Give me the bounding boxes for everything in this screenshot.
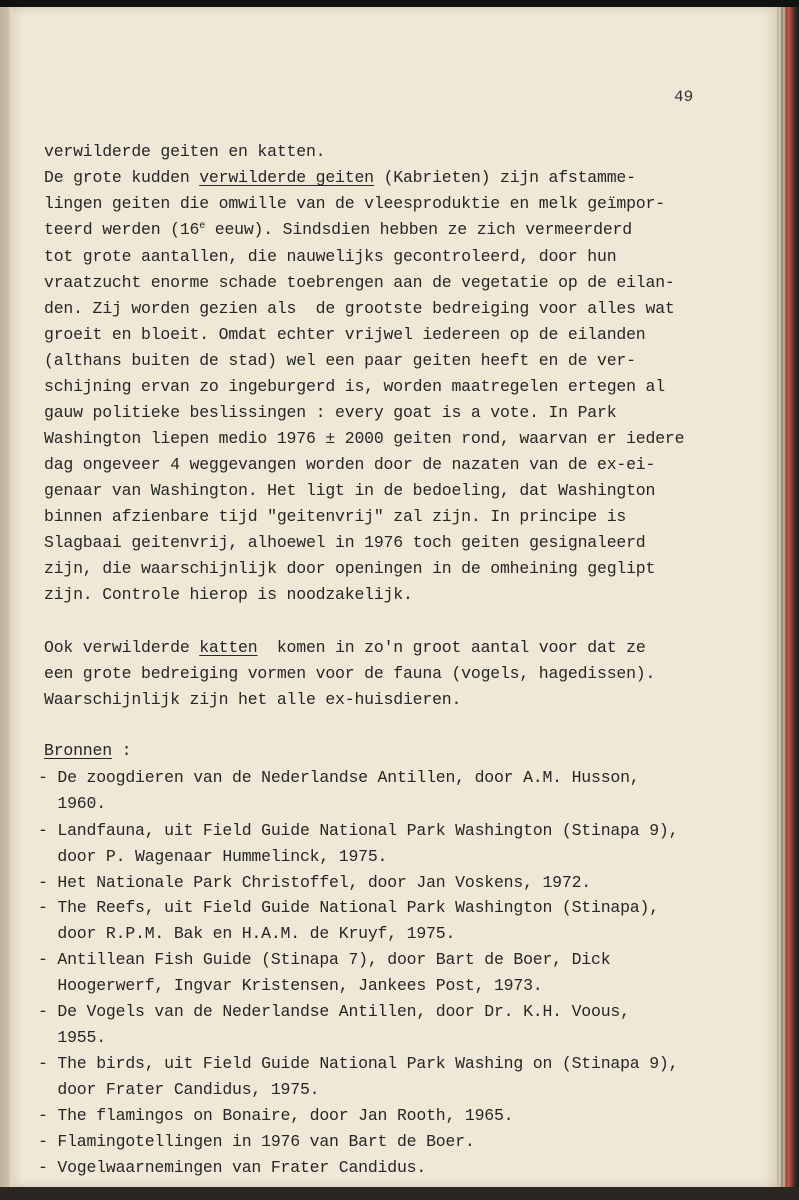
text-line: genaar van Washington. Het ligt in de bedoeling, dat Washington <box>44 481 656 500</box>
text-line: Washington liepen medio 1976 ± 2000 geiten rond, waarvan er iedere <box>44 429 685 448</box>
source-item: - Het Nationale Park Christoffel, door Jan Voskens, 1972. <box>38 873 591 892</box>
text-line: gauw politieke beslissingen : every goat is a vote. In Park <box>44 403 617 422</box>
source-item: - Landfauna, uit Field Guide National Park Washington (Stinapa 9), <box>38 821 679 840</box>
text-line: (althans buiten de stad) wel een paar geiten heeft en de ver- <box>44 351 636 370</box>
text-line: binnen afzienbare tijd "geitenvrij" zal zijn. In principe is <box>44 507 627 526</box>
text-line: een grote bedreiging vormen voor de fauna (vogels, hagedissen). <box>44 664 656 683</box>
source-item-cont: door Frater Candidus, 1975. <box>38 1080 320 1099</box>
source-item-cont: 1960. <box>38 794 106 813</box>
source-item: - De Vogels van de Nederlandse Antillen, door Dr. K.H. Voous, <box>38 1002 630 1021</box>
source-item: - Flamingotellingen in 1976 van Bart de Boer. <box>38 1132 475 1151</box>
text-line: zijn. Controle hierop is noodzakelijk. <box>44 585 413 604</box>
text-line: groeit en bloeit. Omdat echter vrijwel iedereen op de eilanden <box>44 325 646 344</box>
text-line: tot grote aantallen, die nauwelijks gecontroleerd, door hun <box>44 247 617 266</box>
source-item-cont: 1955. <box>38 1028 106 1047</box>
text-line: vraatzucht enorme schade toebrengen aan de vegetatie op de eilan- <box>44 273 675 292</box>
source-item: - The birds, uit Field Guide National Park Washing on (Stinapa 9), <box>38 1054 679 1073</box>
source-item-cont: door R.P.M. Bak en H.A.M. de Kruyf, 1975. <box>38 924 456 943</box>
text-line: schijning ervan zo ingeburgerd is, worden maatregelen ertegen al <box>44 377 665 396</box>
text-line: Ook verwilderde katten komen in zo'n groot aantal voor dat ze <box>44 638 646 657</box>
scan-top-border <box>0 0 799 7</box>
page-number: 49 <box>674 88 694 106</box>
source-item: - The flamingos on Bonaire, door Jan Rooth, 1965. <box>38 1106 514 1125</box>
underlined-term: katten <box>199 638 258 657</box>
book-spine-edge <box>777 7 799 1200</box>
text-line: zijn, die waarschijnlijk door openingen in de omheining geglipt <box>44 559 656 578</box>
text-line: den. Zij worden gezien als de grootste bedreiging voor alles wat <box>44 299 675 318</box>
text-line: De grote kudden verwilderde geiten (Kabrieten) zijn afstamme- <box>44 168 636 187</box>
underlined-term: verwilderde geiten <box>199 168 374 187</box>
source-item-cont: door P. Wagenaar Hummelinck, 1975. <box>38 847 388 866</box>
sources-heading: Bronnen : <box>44 741 132 760</box>
source-item: - De zoogdieren van de Nederlandse Antillen, door A.M. Husson, <box>38 768 640 787</box>
source-item: - The Reefs, uit Field Guide National Park Washington (Stinapa), <box>38 898 659 917</box>
source-item: - Antillean Fish Guide (Stinapa 7), door Bart de Boer, Dick <box>38 950 611 969</box>
text-line: lingen geiten die omwille van de vleesproduktie en melk geïmpor- <box>44 194 665 213</box>
text-line: Slagbaai geitenvrij, alhoewel in 1976 toch geiten gesignaleerd <box>44 533 646 552</box>
scan-bottom-border <box>0 1187 799 1200</box>
source-item-cont: Hoogerwerf, Ingvar Kristensen, Jankees Post, 1973. <box>38 976 543 995</box>
text-line: teerd werden (16e eeuw). Sindsdien hebben ze zich vermeerderd <box>44 220 632 239</box>
text-line: Waarschijnlijk zijn het alle ex-huisdieren. <box>44 690 462 709</box>
text-line: verwilderde geiten en katten. <box>44 142 326 161</box>
source-item: - Vogelwaarnemingen van Frater Candidus. <box>38 1158 427 1177</box>
text-line: dag ongeveer 4 weggevangen worden door de nazaten van de ex-ei- <box>44 455 656 474</box>
binding-left-edge <box>0 7 12 1200</box>
